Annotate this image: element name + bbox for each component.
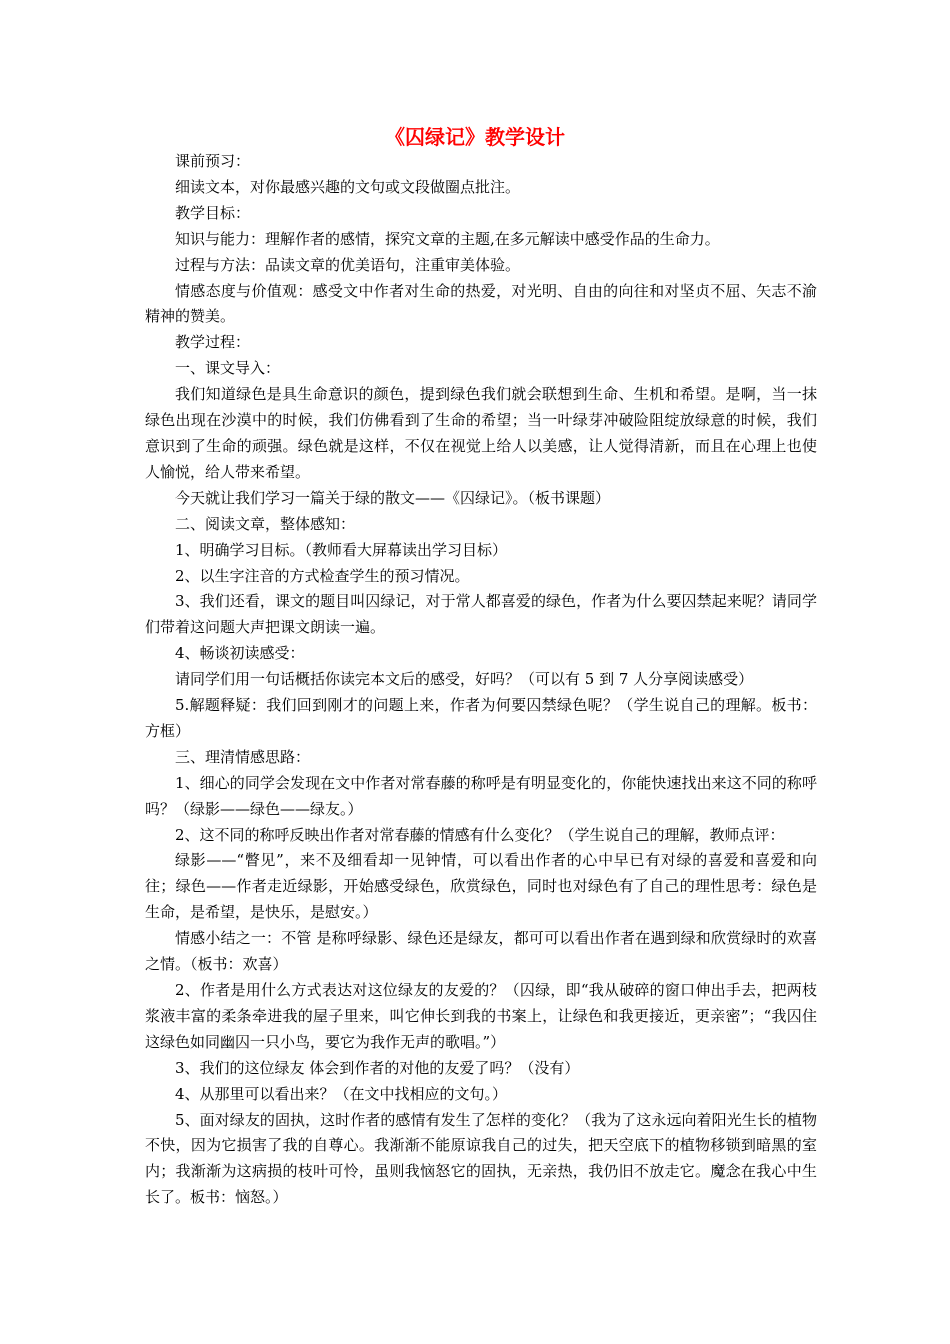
document-title: 《囚绿记》教学设计 [385,125,565,149]
paragraph: 2、以生字注音的方式检查学生的预习情况。 [175,566,470,585]
paragraph: 知识与能力：理解作者的感情，探究文章的主题,在多元解读中感受作品的生命力。 [175,229,720,248]
paragraph: 我们知道绿色是具生命意识的颜色，提到绿色我们就会联想到生命、生机和希望。是啊，当一抹绿色出现在沙漠中的时候，我们仿佛看到了生命的希望；当一叶绿芽冲破险阻绽放绿意的时候，我们意识到了生命的顽强。绿色就是这样，不仅在视觉上给人以美感，让人觉得清新，而且在心理上也使人愉悦，给人带来希望。 [145,385,817,481]
paragraph: 2、作者是用什么方式表达对这位绿友的友爱的？（囚绿，即“我从破碎的窗口伸出手去，把两枝浆液丰富的柔条牵进我的屋子里来，叫它伸长到我的书案上，让绿色和我更接近，更亲密”；“我囚住这绿色如同幽囚一只小鸟，要它为我作无声的歌唱。”） [145,981,817,1051]
paragraph: 一、课文导入： [175,359,281,378]
paragraph: 教学目标： [175,203,251,222]
paragraph: 今天就让我们学习一篇关于绿的散文——《囚绿记》。（板书课题） [175,488,611,507]
paragraph: 教学过程： [175,333,251,352]
paragraph: 3、我们还看，课文的题目叫囚绿记，对于常人都喜爱的绿色，作者为什么要囚禁起来呢？请同学们带着这问题大声把课文朗读一遍。 [145,592,817,637]
paragraph: 二、阅读文章，整体感知： [175,514,356,533]
paragraph: 细读文本，对你最感兴趣的文句或文段做圈点批注。 [175,177,521,196]
paragraph: 4、从那里可以看出来？（在文中找相应的文句。） [175,1084,508,1103]
paragraph: 三、理清情感思路： [175,747,311,766]
paragraph: 绿影——“瞥见”，来不及细看却一见钟情，可以看出作者的心中早已有对绿的喜爱和喜爱和向往；绿色——作者走近绿影，开始感受绿色，欣赏绿色，同时也对绿色有了自己的理性思考：绿色是生命，是希望，是快乐，是慰安。） [145,851,817,922]
paragraph: 情感小结之一：不管 是称呼绿影、绿色还是绿友，都可可以看出作者在遇到绿和欣赏绿时的欢喜之情。（板书：欢喜） [145,929,817,974]
paragraph: 5.解题释疑：我们回到刚才的问题上来，作者为何要囚禁绿色呢？（学生说自己的理解。板书：方框） [145,696,817,740]
paragraph: 过程与方法：品读文章的优美语句，注重审美体验。 [175,255,521,274]
paragraph: 情感态度与价值观：感受文中作者对生命的热爱，对光明、自由的向往和对坚贞不屈、矢志不渝精神的赞美。 [145,281,817,326]
document-body [145,149,817,1211]
paragraph: 课前预习： [175,152,251,170]
paragraph: 请同学们用一句话概括你读完本文后的感受，好吗？（可以有 5 到 7 人分享阅读感受） [175,670,754,689]
paragraph: 1、细心的同学会发现在文中作者对常春藤的称呼是有明显变化的，你能快速找出来这不同的称呼吗？（绿影——绿色——绿友。） [145,773,817,818]
paragraph: 2、这不同的称呼反映出作者对常春藤的情感有什么变化？（学生说自己的理解，教师点评： [175,825,785,844]
paragraph: 1、明确学习目标。（教师看大屏幕读出学习目标） [175,540,508,559]
paragraph: 4、畅谈初读感受： [175,644,305,663]
paragraph: 5、面对绿友的固执，这时作者的感情有发生了怎样的变化？（我为了这永远向着阳光生长的植物不快，因为它损害了我的自尊心。我渐渐不能原谅我自己的过失，把天空底下的植物移锁到暗黑的室内；我渐渐为这病损的枝叶可怜，虽则我恼怒它的固执，无亲热，我仍旧不放走它。魔念在我心中生长了。板书：恼怒。） [145,1110,817,1207]
paragraph: 3、我们的这位绿友 体会到作者的对他的友爱了吗？（没有） [175,1058,580,1077]
